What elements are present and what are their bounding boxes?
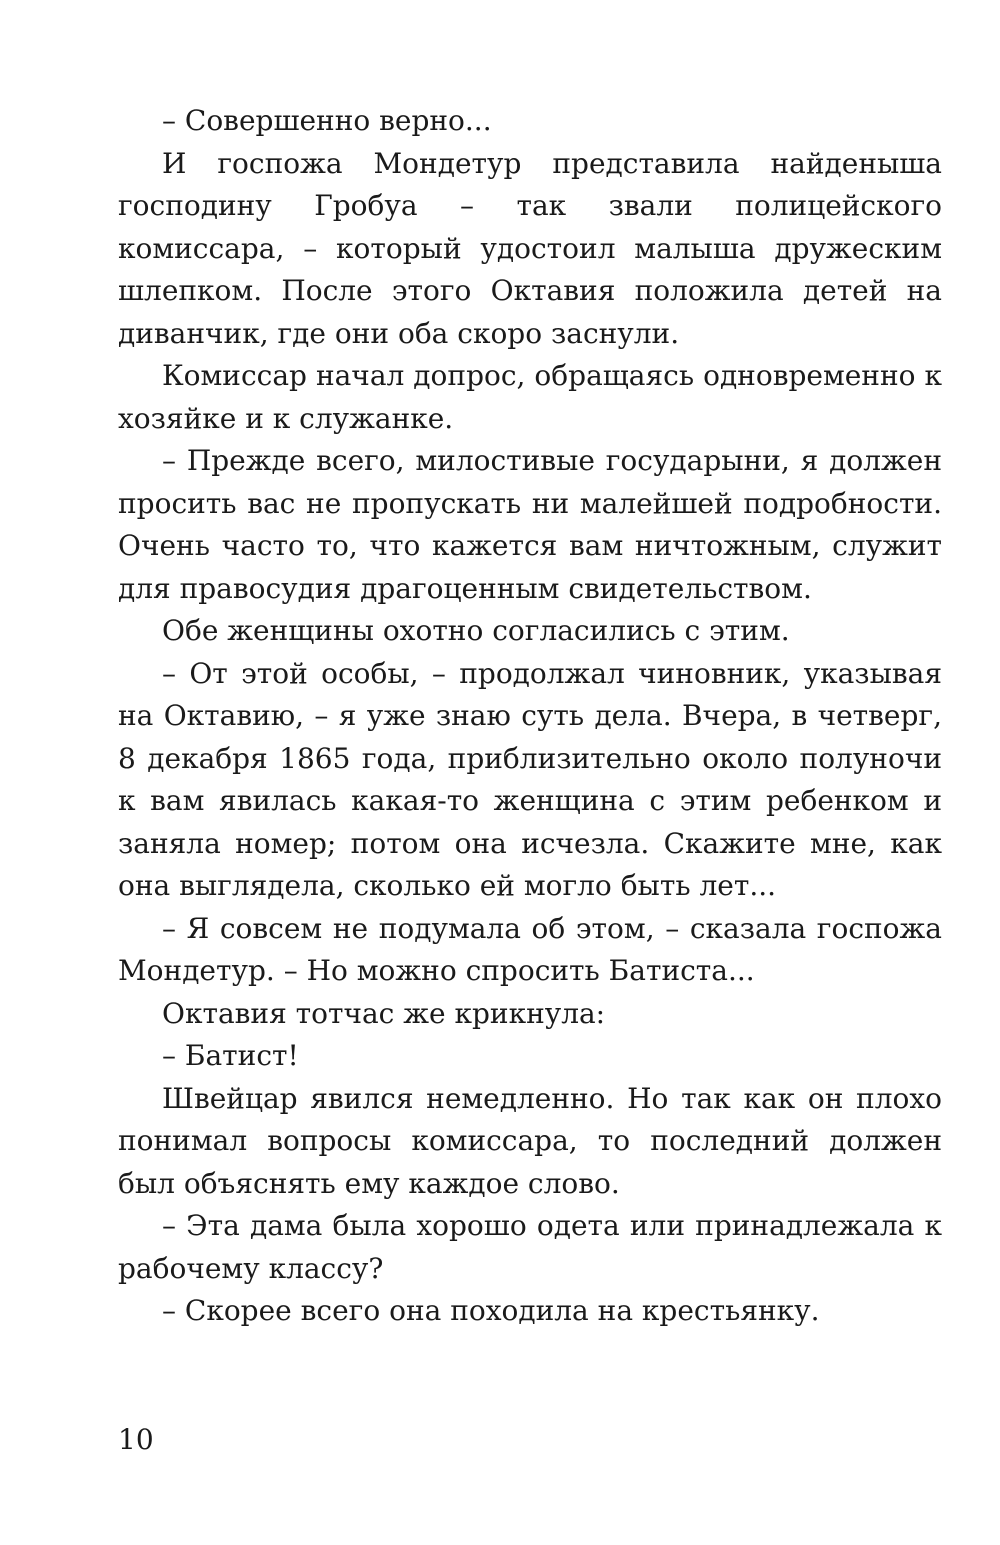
paragraph: – Совершенно верно...: [162, 104, 492, 137]
paragraph: – Скорее всего она походила на крестьянку.: [162, 1294, 820, 1327]
paragraph: Комиссар начал допрос, обращаясь одновременно к хозяйке и к служанке.: [118, 359, 942, 435]
page-text: [118, 100, 942, 1333]
page-number: 10: [118, 1423, 154, 1456]
paragraph: – Я совсем не подумала об этом, – сказала госпожа Мондетур. – Но можно спросить Батиста...: [118, 911, 942, 987]
paragraph: Октавия тотчас же крикнула:: [162, 996, 606, 1030]
paragraph: – Прежде всего, милостивые государыни, я должен просить вас не пропускать ни малейшей подробности. Очень часто то, что кажется вам ничтожным, служит для правосудия драгоценным свидетельством.: [118, 444, 942, 605]
paragraph: – Эта дама была хорошо одета или принадлежала к рабочему классу?: [118, 1209, 942, 1285]
paragraph: – От этой особы, – продолжал чиновник, указывая на Октавию, – я уже знаю суть дела. Вчера, в четверг, 8 декабря 1865 года, приблизительно около полуночи к вам явилась какая-то женщина с этим ребенком и заняла номер; потом она исчезла. Скажите мне, как она выглядела, сколько ей могло быть лет...: [118, 656, 942, 902]
paragraph: – Батист!: [162, 1039, 299, 1072]
paragraph: И госпожа Мондетур представила найденыша господину Гробуа – так звали полицейского комиссара, – который удостоил малыша дружеским шлепком. После этого Октавия положила детей на диванчик, где они оба скоро заснули.: [118, 146, 942, 350]
paragraph: Швейцар явился немедленно. Но так как он плохо понимал вопросы комиссара, то последний должен был объяснять ему каждое слово.: [118, 1081, 942, 1200]
paragraph: Обе женщины охотно согласились с этим.: [162, 614, 790, 647]
